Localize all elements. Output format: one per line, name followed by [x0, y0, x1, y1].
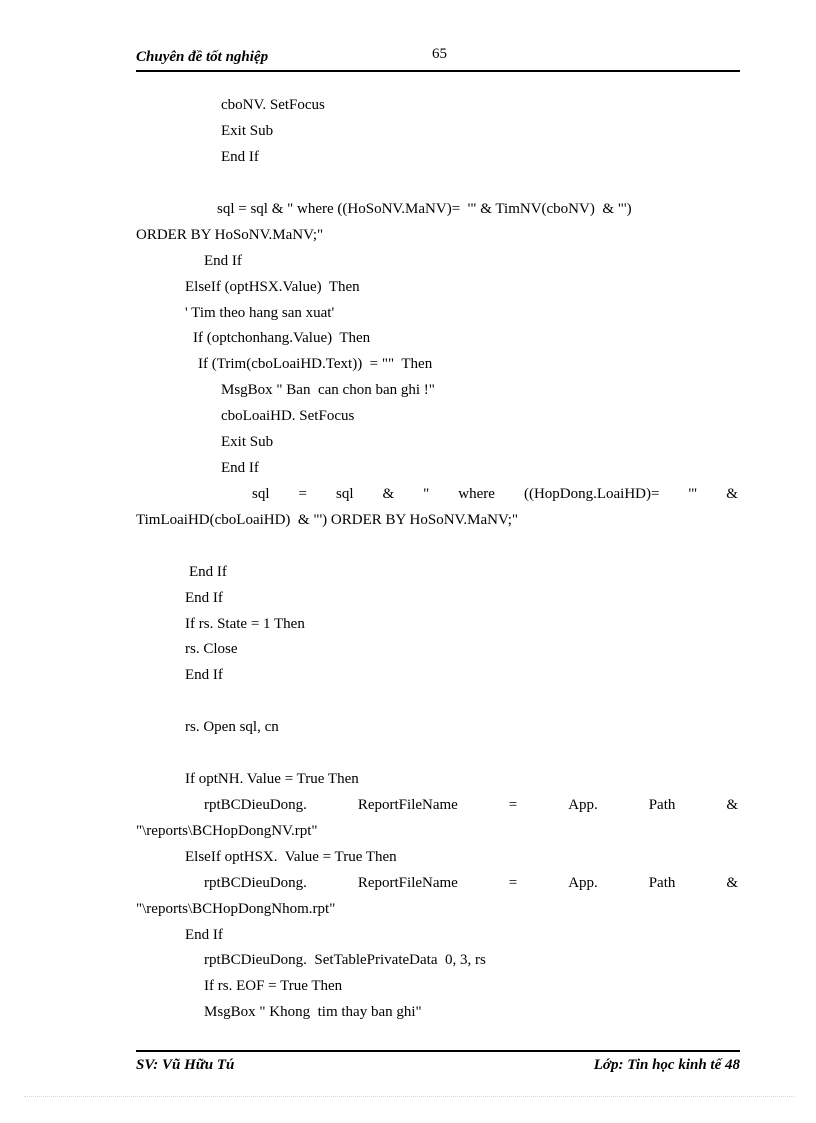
- code-token: =: [298, 486, 307, 502]
- code-line: Exit Sub: [221, 123, 274, 139]
- code-line: ElseIf optHSX. Value = True Then: [185, 849, 397, 865]
- code-token: sql: [252, 486, 270, 502]
- code-token: ((HopDong.LoaiHD)=: [523, 486, 660, 502]
- code-token: =: [508, 875, 518, 891]
- code-line: MsgBox " Ban can chon ban ghi !": [221, 382, 435, 398]
- footer-class: Lớp: Tin học kinh tế 48: [593, 1057, 740, 1073]
- code-token: &: [726, 486, 738, 502]
- code-token: App.: [568, 875, 598, 891]
- code-line: End If: [185, 927, 223, 943]
- code-line: End If: [185, 590, 223, 606]
- code-line-justified: [204, 874, 738, 892]
- page-header: [136, 46, 740, 70]
- page-edge-dotted-line: [24, 1096, 794, 1097]
- code-line: sql = sql & " where ((HoSoNV.MaNV)= '" & TimNV(cboNV) & "'): [217, 201, 632, 217]
- code-comment: ' Tim theo hang san xuat': [185, 305, 335, 321]
- code-line: End If: [189, 564, 227, 580]
- code-token: '": [688, 486, 698, 502]
- code-line: If (optchonhang.Value) Then: [193, 330, 371, 346]
- code-line: MsgBox " Khong tim thay ban ghi": [204, 1004, 422, 1020]
- code-line: rs. Open sql, cn: [185, 719, 279, 735]
- code-line: rs. Close: [185, 641, 238, 657]
- code-line: "\reports\BCHopDongNhom.rpt": [136, 901, 336, 917]
- code-token: ReportFileName: [357, 797, 458, 813]
- code-line: If rs. EOF = True Then: [204, 978, 343, 994]
- code-token: ReportFileName: [357, 875, 458, 891]
- code-token: =: [508, 797, 518, 813]
- code-line: End If: [185, 667, 223, 683]
- header-rule: [136, 70, 740, 72]
- code-line-justified: [204, 796, 738, 814]
- code-line: cboLoaiHD. SetFocus: [221, 408, 355, 424]
- code-line: "\reports\BCHopDongNV.rpt": [136, 823, 318, 839]
- code-line: If rs. State = 1 Then: [185, 616, 305, 632]
- code-token: sql: [335, 486, 354, 502]
- code-line: ORDER BY HoSoNV.MaNV;": [136, 227, 324, 243]
- code-token: &: [726, 797, 738, 813]
- code-line: If (Trim(cboLoaiHD.Text)) = "" Then: [198, 356, 433, 372]
- code-line: End If: [221, 460, 259, 476]
- code-token: App.: [568, 797, 598, 813]
- code-line-justified: [252, 485, 738, 503]
- page-number: 65: [432, 46, 447, 62]
- code-line: ElseIf (optHSX.Value) Then: [185, 279, 360, 295]
- code-token: where: [458, 486, 495, 502]
- footer-student: SV: Vũ Hữu Tú: [136, 1057, 235, 1073]
- code-line: TimLoaiHD(cboLoaiHD) & "') ORDER BY HoSoNV.MaNV;": [136, 512, 519, 528]
- code-token: Path: [648, 875, 676, 891]
- code-token: &: [726, 875, 738, 891]
- code-line: If optNH. Value = True Then: [185, 771, 359, 787]
- code-line: End If: [204, 253, 242, 269]
- code-token: &: [382, 486, 395, 502]
- code-line: cboNV. SetFocus: [221, 97, 325, 113]
- code-line: Exit Sub: [221, 434, 274, 450]
- code-token: rptBCDieuDong.: [204, 797, 307, 813]
- code-token: ": [423, 486, 430, 502]
- document-title: Chuyên đề tốt nghiệp: [136, 49, 269, 65]
- footer-rule: [136, 1050, 740, 1052]
- code-token: Path: [648, 797, 676, 813]
- code-line: End If: [221, 149, 259, 165]
- code-line: rptBCDieuDong. SetTablePrivateData 0, 3, rs: [204, 952, 486, 968]
- code-token: rptBCDieuDong.: [204, 875, 307, 891]
